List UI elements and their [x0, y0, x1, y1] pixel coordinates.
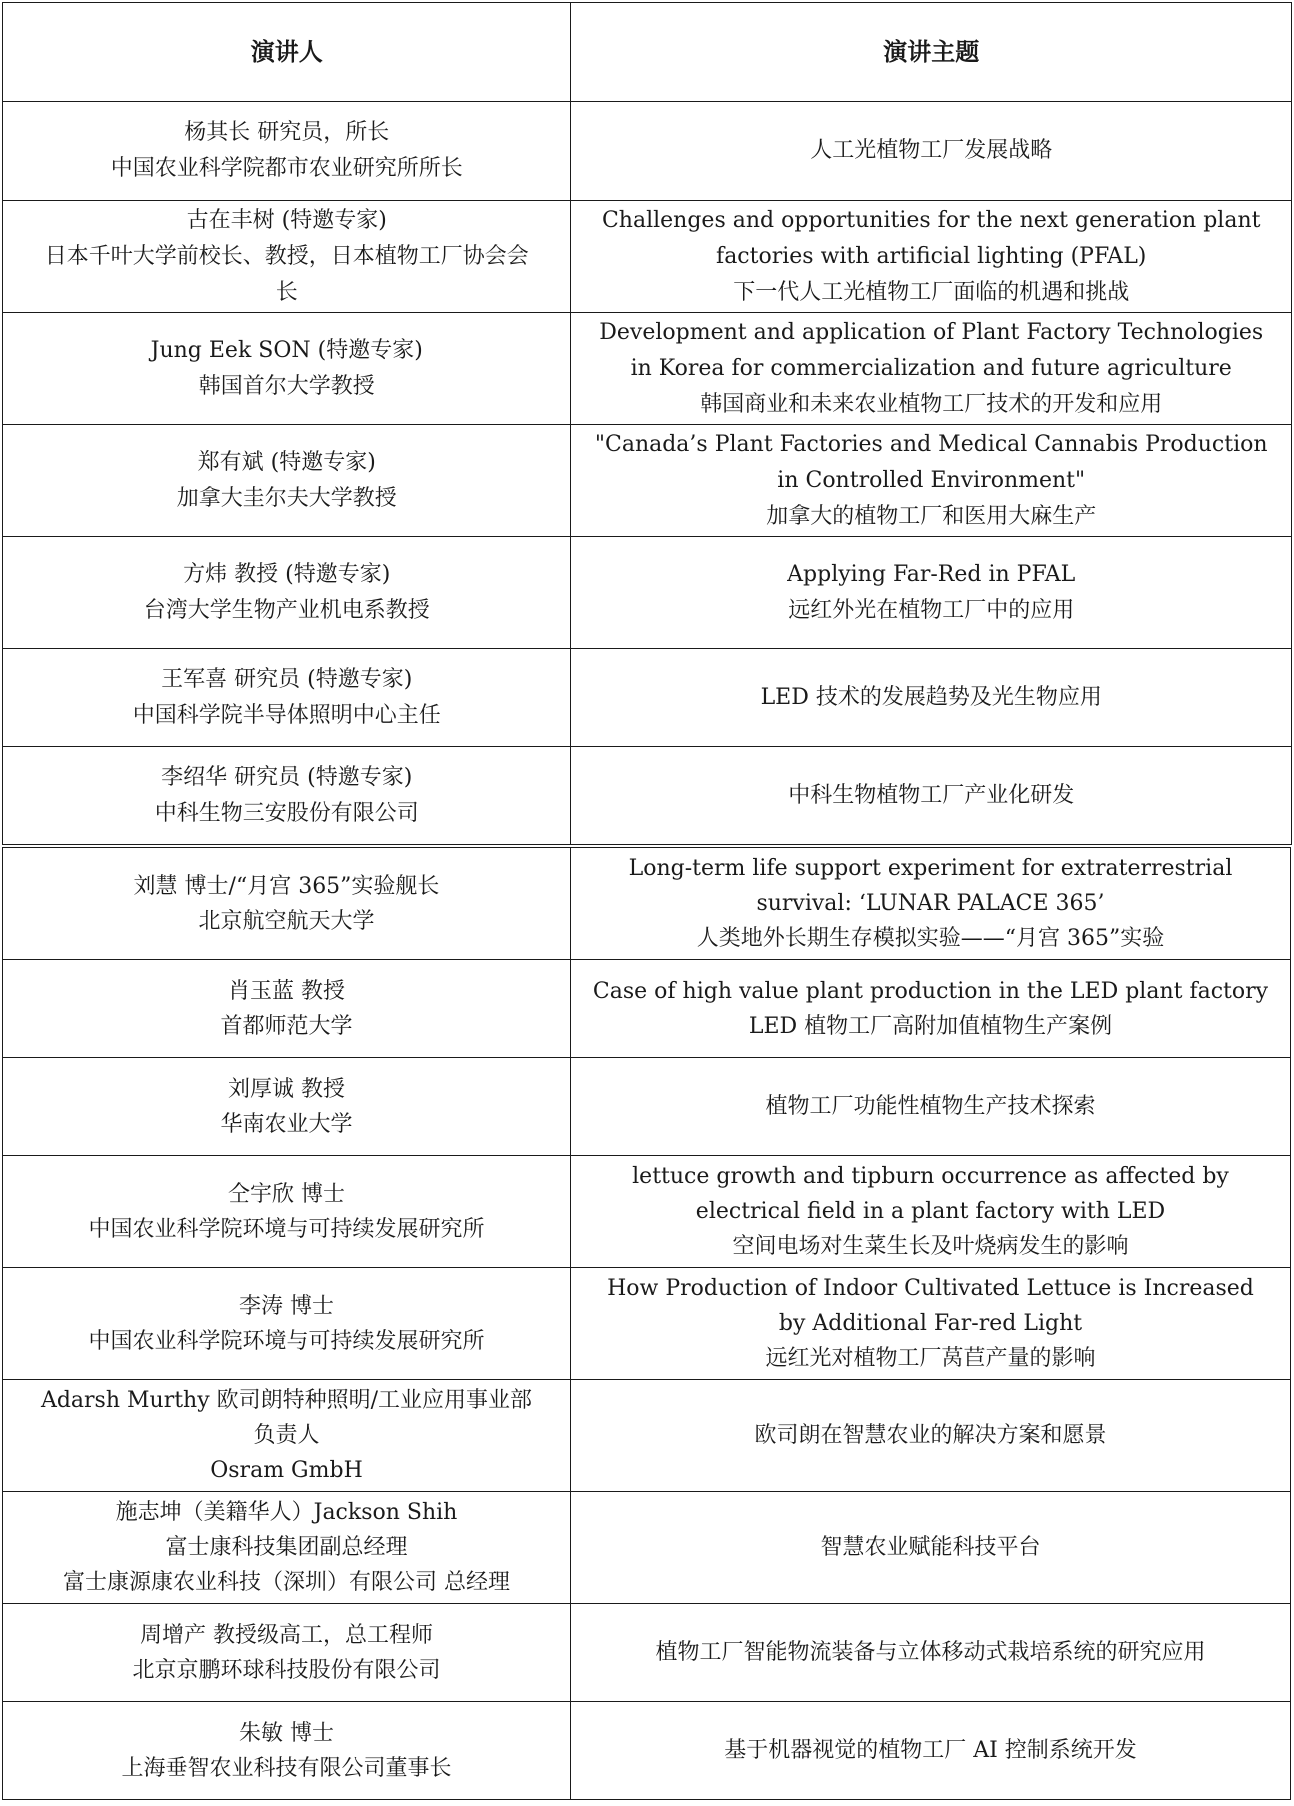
topic-cell	[571, 313, 1292, 425]
topic-line: lettuce growth and tipburn occurrence as affected by	[632, 1164, 1229, 1189]
topic-line: 远红光对植物工厂莴苣产量的影响	[765, 1346, 1096, 1371]
speaker-line: 华南农业大学	[220, 1111, 353, 1137]
speaker-line: 北京航空航天大学	[198, 908, 375, 934]
speaker-cell	[3, 1058, 571, 1156]
table-row	[3, 649, 1292, 747]
speaker-line: 中国农业科学院都市农业研究所所长	[110, 156, 463, 181]
topic-line: Applying Far-Red in PFAL	[787, 561, 1076, 587]
speaker-cell	[3, 201, 571, 313]
speaker-line: 中国科学院半导体照明中心主任	[132, 702, 441, 728]
topic-line: 基于机器视觉的植物工厂 AI 控制系统开发	[724, 1738, 1137, 1763]
table-row	[3, 747, 1292, 845]
topic-line: survival: ‘LUNAR PALACE 365’	[756, 891, 1105, 916]
speaker-line: 朱敏 博士	[239, 1720, 334, 1746]
speaker-line: 李绍华 研究员 (特邀专家)	[161, 764, 413, 790]
speaker-cell	[3, 848, 571, 960]
topic-line: LED 植物工厂高附加值植物生产案例	[748, 1013, 1113, 1039]
topic-cell	[571, 960, 1291, 1058]
speaker-cell	[3, 1492, 571, 1604]
table-row	[3, 425, 1292, 537]
speaker-line: Jung Eek SON (特邀专家)	[150, 337, 423, 363]
table-row	[3, 848, 1291, 960]
header-speaker: 演讲人	[3, 3, 571, 102]
speaker-cell	[3, 1156, 571, 1268]
speaker-line: 加拿大圭尔夫大学教授	[176, 485, 397, 511]
topic-line: 植物工厂智能物流装备与立体移动式栽培系统的研究应用	[655, 1640, 1206, 1665]
topic-line: 中科生物植物工厂产业化研发	[788, 782, 1075, 808]
speaker-cell	[3, 1702, 571, 1800]
table-row	[3, 1702, 1291, 1800]
speaker-cell	[3, 1380, 571, 1492]
topic-line: "Canada’s Plant Factories and Medical Cannabis Production	[594, 431, 1268, 457]
topic-line: 韩国商业和未来农业植物工厂技术的开发和应用	[700, 391, 1163, 417]
table-row	[3, 1492, 1291, 1604]
topic-line: How Production of Indoor Cultivated Lettuce is Increased	[607, 1276, 1254, 1301]
speaker-table-part2	[2, 847, 1291, 1800]
topic-cell	[571, 201, 1292, 313]
speaker-line: 中国农业科学院环境与可持续发展研究所	[88, 1328, 485, 1354]
speaker-cell	[3, 1268, 571, 1380]
speaker-line: 台湾大学生物产业机电系教授	[143, 597, 430, 623]
table-body-part1	[3, 102, 1292, 845]
topic-line: 人工光植物工厂发展战略	[810, 138, 1053, 163]
table-row	[3, 1604, 1291, 1702]
topic-cell	[571, 1156, 1291, 1268]
table-body-part2	[3, 848, 1291, 1800]
speaker-line: 富士康源康农业科技（深圳）有限公司 总经理	[63, 1570, 510, 1595]
topic-line: Case of high value plant production in the LED plant factory	[592, 978, 1269, 1004]
speaker-cell	[3, 747, 571, 845]
speaker-line: 周增产 教授级高工，总工程师	[140, 1622, 433, 1648]
table-row	[3, 960, 1291, 1058]
topic-cell	[571, 1702, 1291, 1800]
topic-cell	[571, 1492, 1291, 1604]
speaker-cell	[3, 102, 571, 201]
speaker-cell	[3, 1604, 571, 1702]
table-row	[3, 537, 1292, 649]
speaker-line: 刘厚诚 教授	[228, 1076, 345, 1102]
speaker-cell	[3, 313, 571, 425]
speaker-cell	[3, 649, 571, 747]
table-row	[3, 1380, 1291, 1492]
topic-cell	[571, 425, 1292, 537]
header-row	[3, 3, 1292, 102]
speaker-line: 富士康科技集团副总经理	[165, 1535, 408, 1560]
speaker-line: 日本千叶大学前校长、教授，日本植物工厂协会会	[44, 243, 529, 269]
speaker-line: 负责人	[253, 1423, 320, 1448]
speaker-line: 北京京鹏环球科技股份有限公司	[132, 1657, 441, 1683]
topic-line: 欧司朗在智慧农业的解决方案和愿景	[754, 1423, 1107, 1448]
topic-cell	[571, 747, 1292, 845]
topic-cell	[571, 1268, 1291, 1380]
topic-line: Long-term life support experiment for extraterrestrial	[628, 856, 1233, 881]
speaker-line: 王军喜 研究员 (特邀专家)	[161, 666, 413, 692]
speaker-line: 方炜 教授 (特邀专家)	[183, 561, 391, 587]
topic-line: 人类地外长期生存模拟实验——“月宫 365”实验	[696, 926, 1165, 951]
topic-cell	[571, 848, 1291, 960]
topic-line: 空间电场对生菜生长及叶烧病发生的影响	[732, 1234, 1129, 1259]
topic-line: 下一代人工光植物工厂面临的机遇和挑战	[733, 279, 1130, 305]
speaker-line: 古在丰树 (特邀专家)	[186, 207, 387, 233]
topic-cell	[571, 1380, 1291, 1492]
table-row	[3, 313, 1292, 425]
speaker-line: 首都师范大学	[220, 1013, 353, 1039]
speaker-line: 仝宇欣 博士	[228, 1181, 345, 1207]
header-topic: 演讲主题	[571, 3, 1292, 102]
topic-line: in Korea for commercialization and future agriculture	[630, 355, 1232, 381]
topic-line: 加拿大的植物工厂和医用大麻生产	[766, 503, 1097, 529]
speaker-line: 中国农业科学院环境与可持续发展研究所	[88, 1216, 485, 1242]
speaker-line: 刘慧 博士/“月宫 365”实验舰长	[133, 873, 440, 899]
speaker-line: 长	[275, 279, 298, 305]
topic-line: electrical field in a plant factory with LED	[695, 1199, 1166, 1224]
speaker-line: 杨其长 研究员，所长	[184, 120, 390, 145]
topic-line: 智慧农业赋能科技平台	[820, 1535, 1041, 1560]
topic-line: LED 技术的发展趋势及光生物应用	[760, 684, 1102, 710]
topic-line: 远红外光在植物工厂中的应用	[788, 597, 1075, 623]
speaker-line: 中科生物三安股份有限公司	[154, 800, 419, 826]
table-row	[3, 1268, 1291, 1380]
topic-cell	[571, 649, 1292, 747]
speaker-line: Adarsh Murthy 欧司朗特种照明/工业应用事业部	[40, 1388, 533, 1413]
speaker-cell	[3, 537, 571, 649]
topic-line: factories with artificial lighting (PFAL)	[716, 243, 1147, 269]
topic-cell	[571, 102, 1292, 201]
topic-line: Challenges and opportunities for the next generation plant	[601, 207, 1261, 233]
speaker-line: 肖玉蓝 教授	[228, 978, 345, 1004]
speaker-line: 李涛 博士	[239, 1293, 334, 1319]
topic-line: 植物工厂功能性植物生产技术探索	[765, 1094, 1096, 1119]
table-row	[3, 1156, 1291, 1268]
table-row	[3, 1058, 1291, 1156]
table-row	[3, 102, 1292, 201]
speaker-cell	[3, 960, 571, 1058]
topic-line: in Controlled Environment"	[777, 467, 1086, 493]
topic-line: by Additional Far-red Light	[778, 1311, 1083, 1336]
speaker-line: 上海垂智农业科技有限公司董事长	[121, 1755, 452, 1781]
topic-cell	[571, 1058, 1291, 1156]
speaker-cell	[3, 425, 571, 537]
topic-line: Development and application of Plant Factory Technologies	[599, 319, 1264, 345]
topic-cell	[571, 537, 1292, 649]
table-row	[3, 201, 1292, 313]
speaker-line: 施志坤（美籍华人）Jackson Shih	[115, 1500, 458, 1525]
speaker-line: 韩国首尔大学教授	[198, 373, 375, 399]
topic-cell	[571, 1604, 1291, 1702]
speaker-line: 郑有斌 (特邀专家)	[197, 449, 376, 475]
speaker-line: Osram GmbH	[210, 1458, 363, 1483]
speaker-table-part1	[2, 2, 1292, 845]
